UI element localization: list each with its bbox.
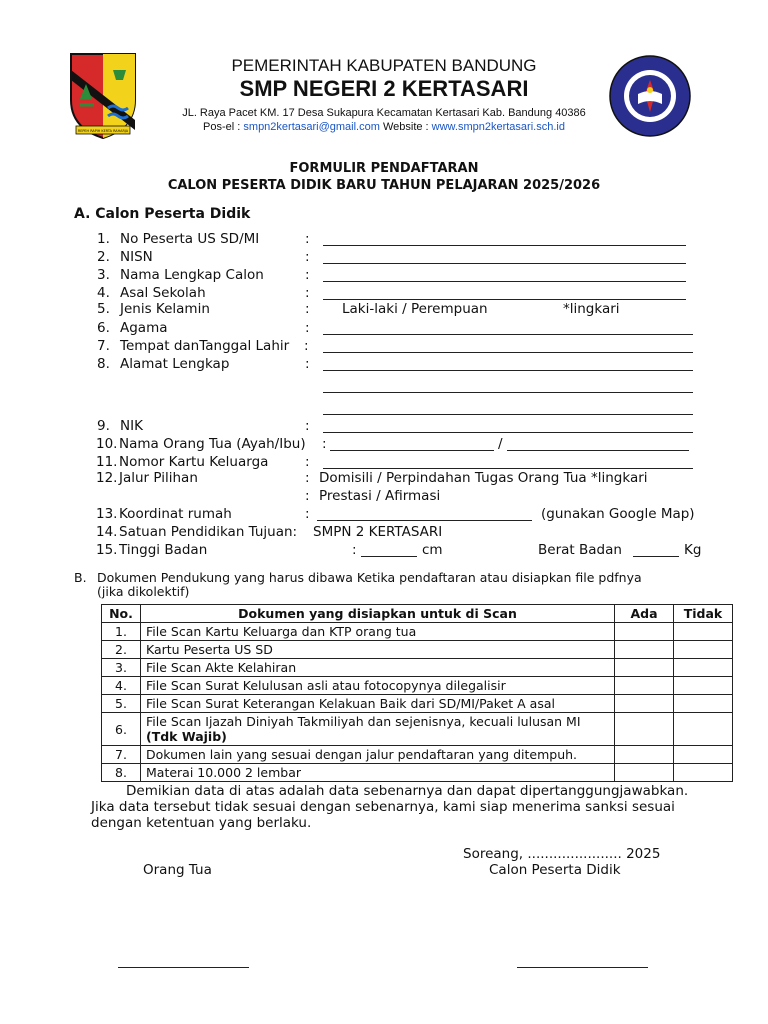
school-emblem-logo: [608, 54, 692, 138]
ada-checkbox-cell[interactable]: [615, 641, 674, 659]
field-input-line[interactable]: [323, 468, 693, 469]
optional-note: (Tdk Wajib): [146, 729, 227, 744]
statement-line-3: dengan ketentuan yang berlaku.: [91, 815, 312, 831]
field-colon: :: [305, 506, 310, 522]
field-number: 14.: [96, 524, 118, 540]
column-tidak: Tidak: [674, 605, 733, 623]
berat-input[interactable]: [633, 556, 679, 557]
ada-checkbox-cell[interactable]: [615, 659, 674, 677]
jalur-options-1[interactable]: Domisili / Perpindahan Tugas Orang Tua *lingkari: [319, 470, 648, 486]
field-number: 10.: [96, 436, 118, 452]
row-document: File Scan Akte Kelahiran: [141, 659, 615, 677]
table-row: [102, 659, 733, 677]
field-input-line[interactable]: [323, 263, 686, 264]
gender-options[interactable]: Laki-laki / Perempuan: [342, 301, 488, 317]
table-row: [102, 677, 733, 695]
field-input-line[interactable]: [323, 281, 686, 282]
field-input-line[interactable]: [323, 392, 693, 393]
field-label: NIK: [120, 418, 143, 434]
section-a-heading: A. Calon Peserta Didik: [74, 206, 251, 222]
row-number: 2.: [102, 641, 141, 659]
section-b-intro-2: (jika dikolektif): [97, 584, 190, 599]
field-label: Nomor Kartu Keluarga: [119, 454, 269, 470]
row-document: Materai 10.000 2 lembar: [141, 764, 615, 782]
field-label: Jenis Kelamin: [120, 301, 210, 317]
tidak-checkbox-cell[interactable]: [674, 746, 733, 764]
field-label: Asal Sekolah: [120, 285, 206, 301]
row-number: 4.: [102, 677, 141, 695]
ada-checkbox-cell[interactable]: [615, 677, 674, 695]
row-document: File Scan Ijazah Diniyah Takmiliyah dan sejenisnya, kecuali lulusan MI (Tdk Wajib): [141, 713, 615, 746]
field-label: Tinggi Badan: [119, 542, 208, 558]
parent-label: Orang Tua: [143, 862, 212, 878]
field-label: Nama Lengkap Calon: [120, 267, 264, 283]
field-colon: :: [322, 436, 327, 452]
field-number: 15.: [96, 542, 118, 558]
field-number: 7.: [97, 338, 110, 354]
row-document: Kartu Peserta US SD: [141, 641, 615, 659]
statement-line-2: Jika data tersebut tidak sesuai dengan sebenarnya, kami siap menerima sanksi sesuai: [91, 799, 675, 815]
field-number: 2.: [97, 249, 110, 265]
field-colon: :: [305, 320, 310, 336]
table-row: [102, 746, 733, 764]
field-colon: :: [305, 356, 310, 372]
school-contact: Pos-el : smpn2kertasari@gmail.com Website : www.smpn2kertasari.sch.id: [203, 121, 565, 133]
row-number: 3.: [102, 659, 141, 677]
parent-separator: /: [498, 436, 503, 452]
field-colon: :: [305, 231, 310, 247]
field-label: Alamat Lengkap: [120, 356, 230, 372]
tidak-checkbox-cell[interactable]: [674, 641, 733, 659]
row-number: 7.: [102, 746, 141, 764]
field-input-line[interactable]: [323, 299, 686, 300]
tidak-checkbox-cell[interactable]: [674, 695, 733, 713]
field-input-line[interactable]: [323, 245, 686, 246]
column-no: No.: [102, 605, 141, 623]
row-document: File Scan Surat Keterangan Kelakuan Baik dari SD/MI/Paket A asal: [141, 695, 615, 713]
place-date: Soreang, ...................... 2025: [463, 846, 661, 862]
tidak-checkbox-cell[interactable]: [674, 764, 733, 782]
column-document: Dokumen yang disiapkan untuk di Scan: [141, 605, 615, 623]
field-number: 6.: [97, 320, 110, 336]
ada-checkbox-cell[interactable]: [615, 695, 674, 713]
row-number: 8.: [102, 764, 141, 782]
tinggi-unit: cm: [422, 542, 443, 558]
field-number: 9.: [97, 418, 110, 434]
form-title: FORMULIR PENDAFTARAN: [289, 161, 479, 176]
row-number: 5.: [102, 695, 141, 713]
field-label: Agama: [120, 320, 168, 336]
tidak-checkbox-cell[interactable]: [674, 713, 733, 746]
field-label: Jalur Pilihan: [119, 470, 198, 486]
field-colon: :: [305, 418, 310, 434]
ada-checkbox-cell[interactable]: [615, 746, 674, 764]
school-name: SMP NEGERI 2 KERTASARI: [239, 76, 529, 101]
berat-label: Berat Badan: [538, 542, 622, 558]
field-input-line[interactable]: [323, 352, 693, 353]
field-label: Nama Orang Tua (Ayah/Ibu): [119, 436, 306, 452]
school-address: JL. Raya Pacet KM. 17 Desa Sukapura Kecamatan Kertasari Kab. Bandung 40386: [182, 107, 586, 119]
table-row: [102, 641, 733, 659]
parent-signature-line[interactable]: [118, 967, 249, 968]
field-input-line[interactable]: [323, 370, 693, 371]
field-input-line[interactable]: [323, 432, 693, 433]
gender-circle-note: *lingkari: [563, 301, 620, 317]
field-colon: :: [305, 454, 310, 470]
government-name: PEMERINTAH KABUPATEN BANDUNG: [231, 56, 537, 75]
field-input-line[interactable]: [317, 520, 532, 521]
documents-table-body: [102, 623, 733, 782]
field-input-line[interactable]: [507, 450, 689, 451]
field-number: 1.: [97, 231, 110, 247]
table-row: [102, 713, 733, 746]
jalur-colon-2: :: [305, 488, 310, 504]
table-header-row: [102, 605, 733, 623]
berat-unit: Kg: [684, 542, 702, 558]
table-row: [102, 695, 733, 713]
table-row: [102, 623, 733, 641]
row-document: File Scan Surat Kelulusan asli atau fotocopynya dilegalisir: [141, 677, 615, 695]
section-b-letter: B.: [74, 570, 87, 585]
field-label: Koordinat rumah: [119, 506, 232, 522]
jalur-options-2[interactable]: Prestasi / Afirmasi: [319, 488, 441, 504]
row-document: File Scan Kartu Keluarga dan KTP orang tua: [141, 623, 615, 641]
field-colon: :: [305, 470, 310, 486]
tinggi-colon: :: [352, 542, 357, 558]
field-colon: :: [305, 249, 310, 265]
statement-line-1: Demikian data di atas adalah data sebenarnya dan dapat dipertanggungjawabkan.: [126, 783, 689, 799]
field-number: 13.: [96, 506, 118, 522]
field-input-line[interactable]: [330, 450, 494, 451]
field-colon: :: [305, 285, 310, 301]
student-label: Calon Peserta Didik: [489, 862, 621, 878]
field-colon: :: [305, 301, 310, 317]
field-colon: :: [305, 267, 310, 283]
website-link[interactable]: www.smpn2kertasari.sch.id: [431, 121, 565, 133]
field-input-line[interactable]: [323, 334, 693, 335]
row-number: 6.: [102, 713, 141, 746]
field-number: 3.: [97, 267, 110, 283]
tinggi-input[interactable]: [361, 556, 417, 557]
column-ada: Ada: [615, 605, 674, 623]
field-number: 4.: [97, 285, 110, 301]
tidak-checkbox-cell[interactable]: [674, 659, 733, 677]
field-number: 8.: [97, 356, 110, 372]
field-label: Satuan Pendidikan Tujuan:: [119, 524, 298, 540]
row-number: 1.: [102, 623, 141, 641]
tujuan-value: SMPN 2 KERTASARI: [313, 524, 443, 540]
koordinat-note: (gunakan Google Map): [541, 506, 695, 522]
ada-checkbox-cell[interactable]: [615, 764, 674, 782]
table-row: [102, 764, 733, 782]
email-link[interactable]: smpn2kertasari@gmail.com: [243, 121, 380, 133]
section-b-intro: Dokumen Pendukung yang harus dibawa Ketika pendaftaran atau disiapkan file pdfnya: [97, 570, 642, 585]
documents-table: [101, 604, 733, 782]
field-label: Tempat danTanggal Lahir: [120, 338, 290, 354]
form-subtitle: CALON PESERTA DIDIK BARU TAHUN PELAJARAN 2025/2026: [167, 178, 601, 193]
tidak-checkbox-cell[interactable]: [674, 623, 733, 641]
field-number: 11.: [96, 454, 118, 470]
field-label: NISN: [120, 249, 153, 265]
ada-checkbox-cell[interactable]: [615, 713, 674, 746]
student-signature-line[interactable]: [517, 967, 648, 968]
field-label: No Peserta US SD/MI: [120, 231, 260, 247]
svg-text:REPEH RAPIH KERTA RAHARJA: REPEH RAPIH KERTA RAHARJA: [77, 129, 129, 133]
ada-checkbox-cell[interactable]: [615, 623, 674, 641]
field-colon: :: [304, 338, 309, 354]
field-number: 5.: [97, 301, 110, 317]
tidak-checkbox-cell[interactable]: [674, 677, 733, 695]
field-input-line[interactable]: [323, 414, 693, 415]
row-document: Dokumen lain yang sesuai dengan jalur pendaftaran yang ditempuh.: [141, 746, 615, 764]
field-number: 12.: [96, 470, 118, 486]
